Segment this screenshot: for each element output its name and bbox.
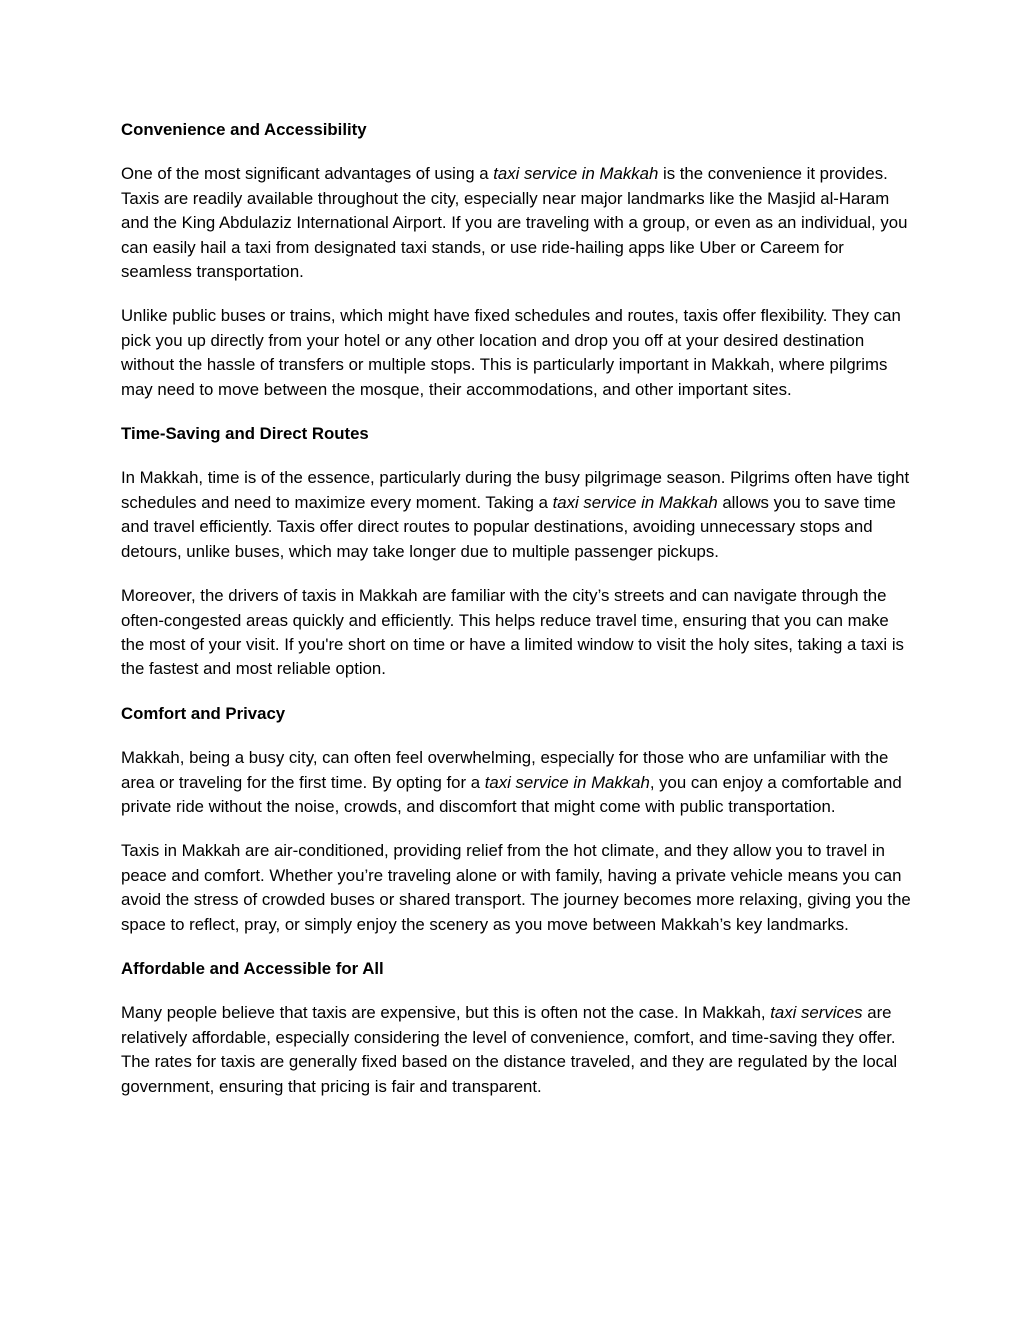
text-run: , you can enjoy a comfortable and private ride without the noise, crowds, and discomfort that might come with public transportation.	[121, 772, 902, 816]
document-page	[121, 118, 911, 1119]
italic-text-run: taxi service in Makkah	[552, 492, 718, 512]
text-run: Makkah, being a busy city, can often feel overwhelming, especially for those who are unfamiliar with the area or traveling for the first time. By opting for a	[121, 748, 889, 792]
paragraph	[121, 746, 911, 819]
text-run: Unlike public buses or trains, which might have fixed schedules and routes, taxis offer flexibility. They can pick you up directly from your hotel or any other location and drop you off at your desired destination without the hassle of transfers or multiple stops. This is particularly important in Makkah, where pilgrims may need to move between the mosque, their accommodations, and other important sites.	[121, 306, 901, 399]
section-heading: Comfort and Privacy	[121, 703, 286, 723]
italic-text-run: taxi service in Makkah	[493, 164, 659, 184]
text-run: Taxis in Makkah are air-conditioned, providing relief from the hot climate, and they allow you to travel in peace and comfort. Whether you’re traveling alone or with family, having a private vehicle means you can avoid the stress of crowded buses or shared transport. The journey becomes more relaxing, giving you the space to reflect, pray, or simply enjoy the scenery as you move between Makkah’s key landmarks.	[121, 841, 911, 934]
text-run: Moreover, the drivers of taxis in Makkah are familiar with the city’s streets and can navigate through the often-congested areas quickly and efficiently. This helps reduce travel time, ensuring that you can make the most of your visit. If you're short on time or have a limited window to visit the holy sites, taking a taxi is the fastest and most reliable option.	[121, 586, 904, 679]
text-run: Many people believe that taxis are expensive, but this is often not the case. In Makkah,	[121, 1003, 771, 1023]
paragraph	[121, 839, 911, 937]
paragraph	[121, 162, 911, 284]
paragraph	[121, 304, 911, 402]
section-heading: Convenience and Accessibility	[121, 120, 367, 139]
italic-text-run: taxi services	[770, 1003, 863, 1023]
text-run: is the convenience it provides. Taxis are readily available throughout the city, especially near major landmarks like the Masjid al-Haram and the King Abdulaziz International Airport. If you are traveling with a group, or even as an individual, you can easily hail a taxi from designated taxi stands, or use ride-hailing apps like Uber or Careem for seamless transportation.	[121, 164, 908, 282]
text-run: One of the most significant advantages of using a	[121, 164, 494, 184]
section-heading: Affordable and Accessible for All	[121, 958, 384, 978]
paragraph	[121, 584, 911, 682]
text-run: are relatively affordable, especially considering the level of convenience, comfort, and time-saving they offer. The rates for taxis are generally fixed based on the distance traveled, and they are regulated by the local government, ensuring that pricing is fair and transparent.	[121, 1003, 898, 1096]
text-run: allows you to save time and travel efficiently. Taxis offer direct routes to popular destinations, avoiding unnecessary stops and detours, unlike buses, which may take longer due to multiple passenger pickups.	[121, 492, 896, 561]
text-run: In Makkah, time is of the essence, particularly during the busy pilgrimage season. Pilgrims often have tight schedules and need to maximize every moment. Taking a	[121, 468, 910, 512]
italic-text-run: taxi service in Makkah	[484, 772, 650, 792]
section-heading: Time-Saving and Direct Routes	[121, 424, 369, 444]
paragraph	[121, 1001, 911, 1099]
paragraph	[121, 466, 911, 564]
